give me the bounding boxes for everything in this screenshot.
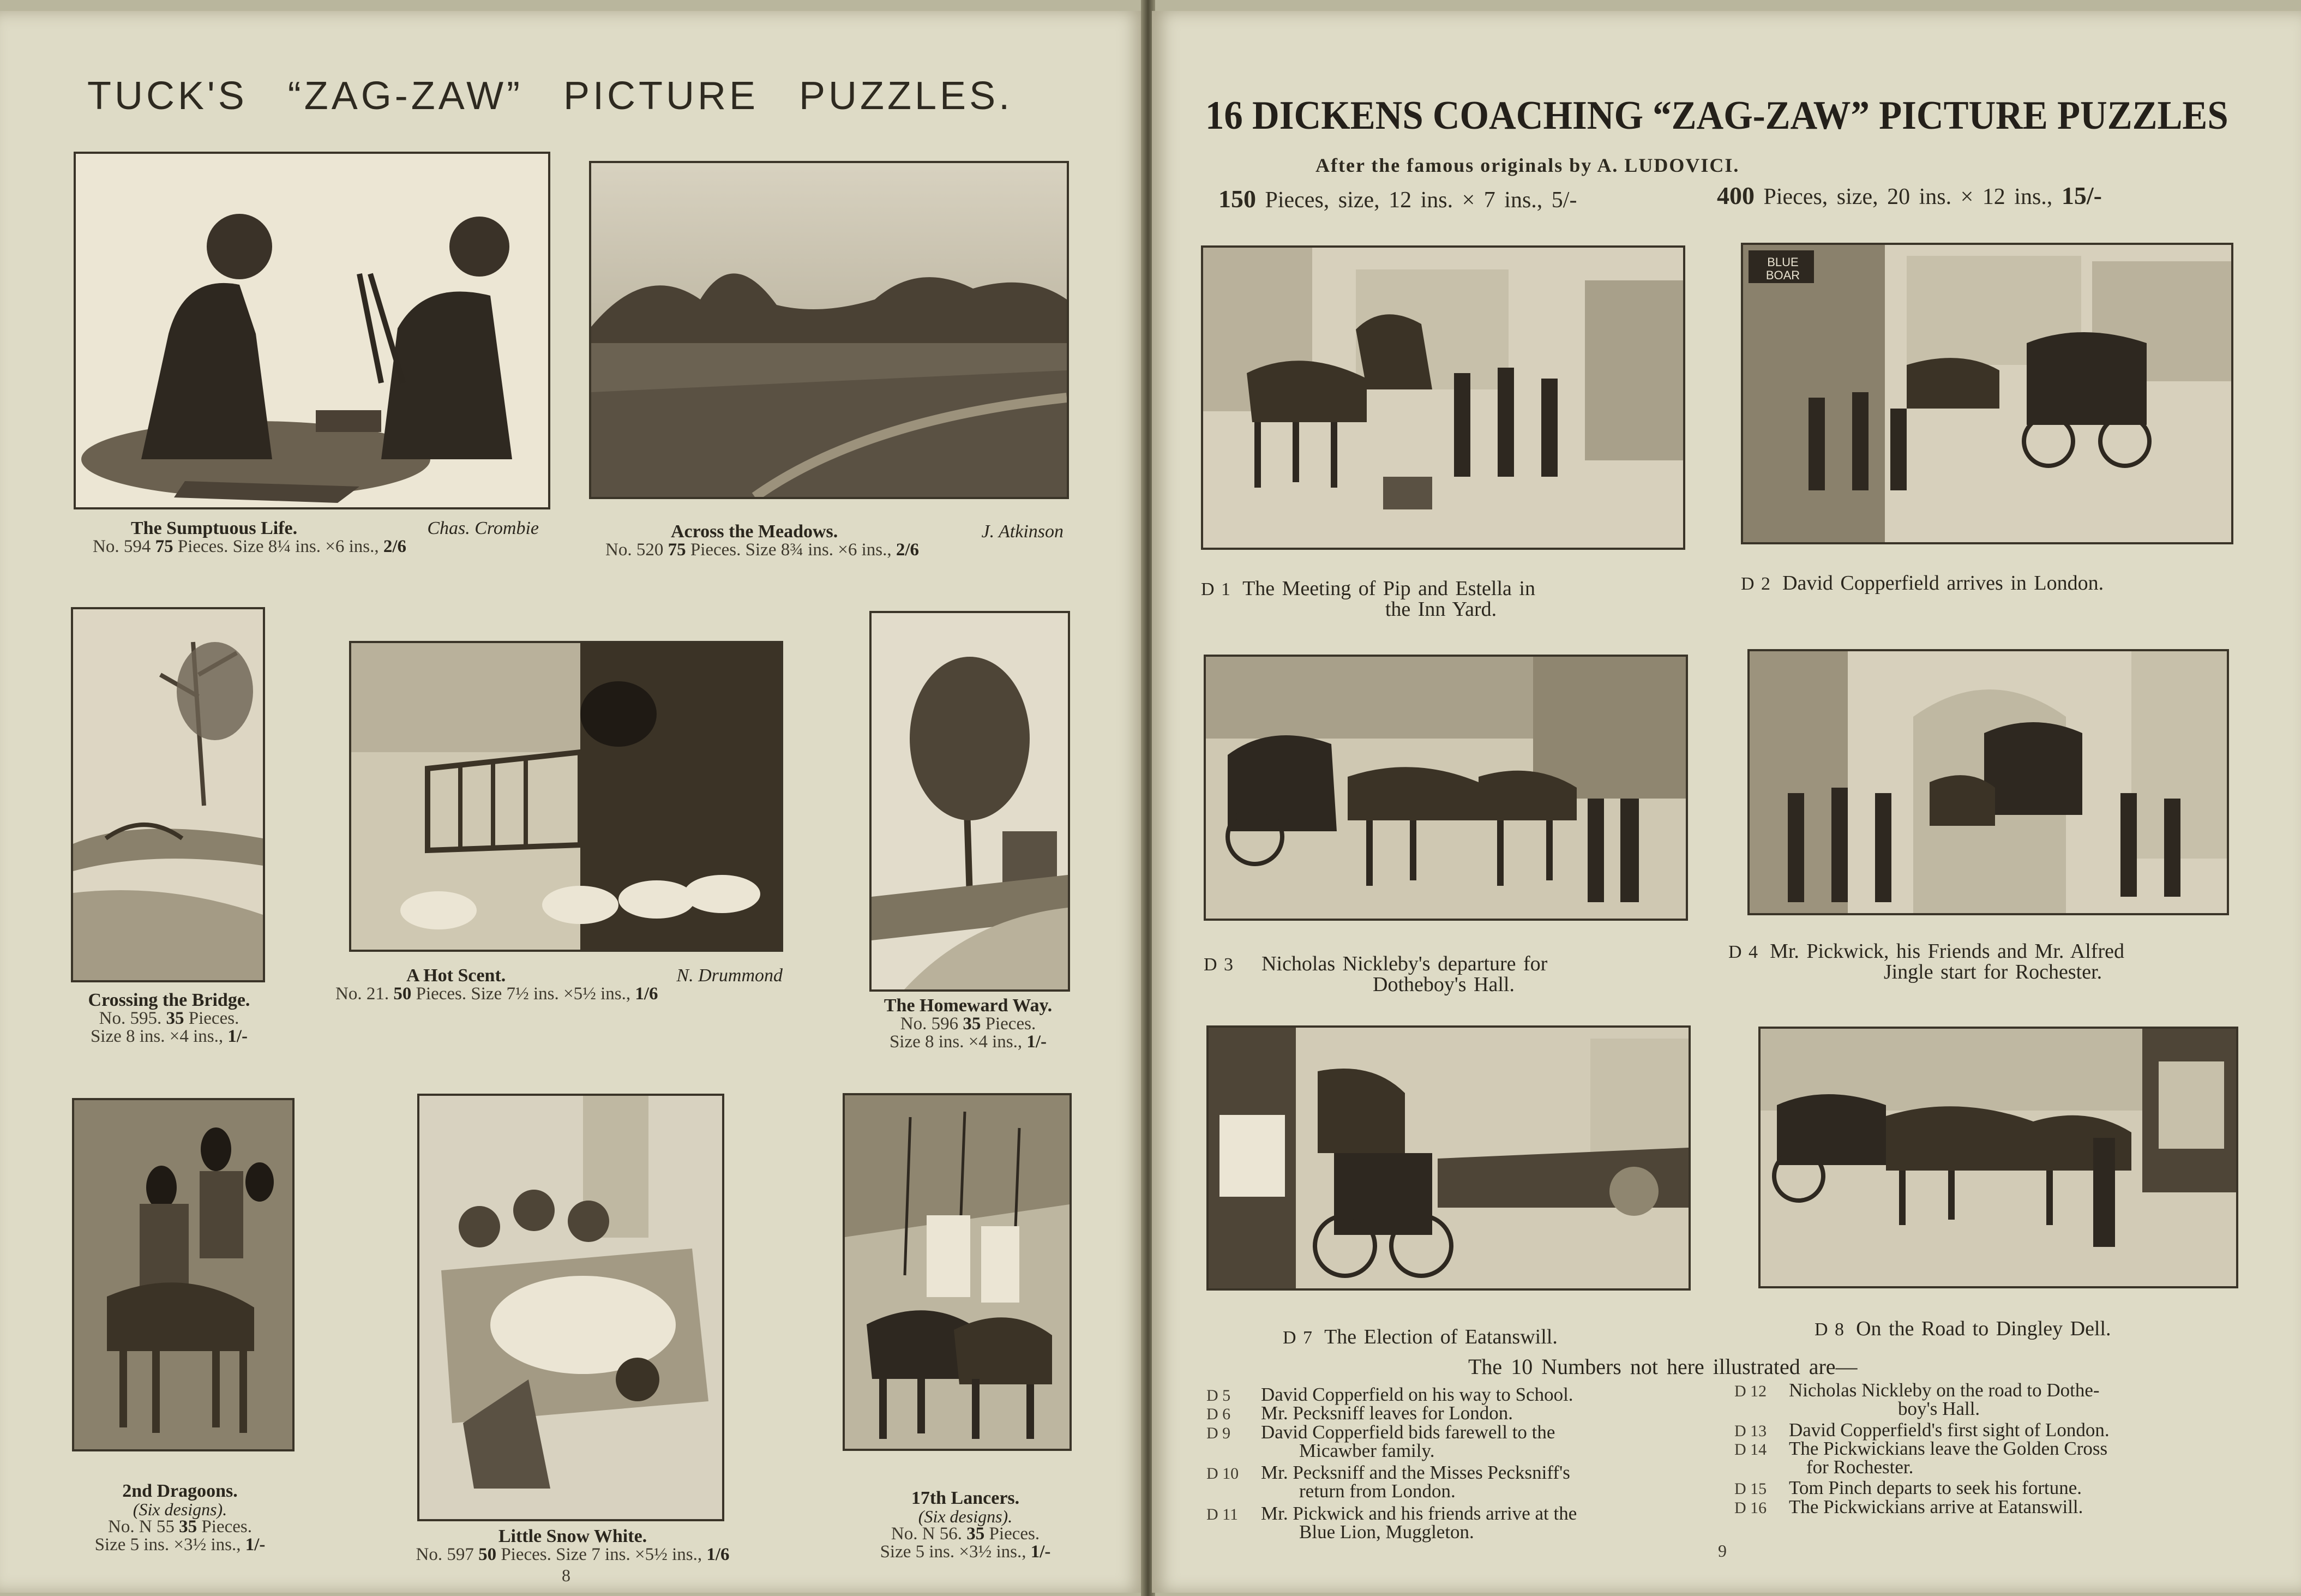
list-item-text: Mr. Pecksniff and the Misses Pecksniff's xyxy=(1261,1462,1570,1484)
puzzle-number: No. 21. xyxy=(335,984,389,1004)
spec-large-price: 15/- xyxy=(2061,182,2102,209)
puzzle-image-d2 xyxy=(1741,243,2233,544)
puzzle-title: The Sumptuous Life. xyxy=(131,518,298,538)
puzzle-title-line2: the Inn Yard. xyxy=(1385,598,1497,621)
puzzle-artist: Chas. Crombie xyxy=(427,518,539,538)
not-illustrated-heading: The 10 Numbers not here illustrated are— xyxy=(1468,1354,1858,1379)
list-item-continuation: Micawber family. xyxy=(1299,1439,1435,1461)
puzzle-title-line1: The Election of Eatanswill. xyxy=(1324,1325,1558,1348)
list-item-code: D 6 xyxy=(1206,1405,1231,1424)
list-item-text: David Copperfield's first sight of London. xyxy=(1789,1419,2110,1441)
list-item xyxy=(1734,1439,2280,1458)
puzzle-size: Size 5 ins. ×3½ ins., xyxy=(880,1542,1026,1562)
puzzle-caption-little-snow-white xyxy=(338,1527,807,1564)
puzzle-caption-across-the-meadows xyxy=(605,523,1085,559)
puzzle-price: 1/6 xyxy=(706,1545,730,1564)
list-item xyxy=(1206,1504,1763,1523)
puzzle-caption-17th-lancers xyxy=(840,1489,1091,1561)
puzzle-title: The Homeward Way. xyxy=(884,995,1053,1016)
puzzle-price: 2/6 xyxy=(383,537,407,556)
spec-large xyxy=(1717,181,2102,210)
right-page-title: 16 DICKENS COACHING “ZAG-ZAW” PICTURE PUZZLES xyxy=(1205,93,2228,138)
puzzle-pieces-label: Pieces. xyxy=(416,984,467,1004)
puzzle-price: 1/6 xyxy=(635,984,658,1004)
spec-large-pieces: 400 xyxy=(1717,182,1755,209)
list-item xyxy=(1734,1479,2280,1497)
puzzle-code: D 4 xyxy=(1728,942,1758,962)
puzzle-title: A Hot Scent. xyxy=(406,965,506,986)
puzzle-pieces-label: Pieces. xyxy=(501,1545,551,1564)
list-item-text: David Copperfield bids farewell to the xyxy=(1261,1421,1555,1443)
list-item-text: The Pickwickians arrive at Eatanswill. xyxy=(1789,1496,2083,1517)
list-item-code: D 10 xyxy=(1206,1465,1239,1483)
puzzle-caption-d3 xyxy=(1204,953,1684,995)
right-page xyxy=(1152,11,2301,1593)
page-number: 9 xyxy=(1718,1541,1727,1561)
spec-small-text: Pieces, size, 12 ins. × 7 ins., 5/- xyxy=(1265,188,1577,213)
puzzle-title: 17th Lancers. xyxy=(911,1488,1020,1508)
puzzle-title-line2: Dotheboy's Hall. xyxy=(1373,973,1515,996)
list-item-code: D 11 xyxy=(1206,1505,1239,1523)
list-item-code: D 12 xyxy=(1734,1382,1767,1400)
puzzle-artist: J. Atkinson xyxy=(981,521,1064,542)
puzzle-size: Size 8¾ ins. ×6 ins., xyxy=(745,540,892,560)
puzzle-size: Size 7½ ins. ×5½ ins., xyxy=(471,984,631,1004)
list-item-text: Tom Pinch departs to seek his fortune. xyxy=(1789,1477,2082,1499)
puzzle-note: (Six designs). xyxy=(133,1499,227,1519)
puzzle-title: 2nd Dragoons. xyxy=(122,1481,238,1501)
list-item-text: The Pickwickians leave the Golden Cross xyxy=(1789,1437,2108,1459)
not-illustrated-list-right xyxy=(1734,1381,2280,1516)
puzzle-pieces-label: Pieces. xyxy=(690,540,741,560)
list-item-text: David Copperfield on his way to School. xyxy=(1261,1384,1573,1405)
puzzle-caption-sumptuous-life xyxy=(93,518,545,556)
puzzle-number: No. N 55 xyxy=(108,1517,175,1537)
puzzle-price: 1/- xyxy=(1026,1032,1047,1052)
puzzle-caption-d8 xyxy=(1815,1318,2196,1339)
list-item xyxy=(1734,1381,2280,1400)
list-item-code: D 13 xyxy=(1734,1421,1767,1440)
puzzle-code: D 7 xyxy=(1283,1328,1313,1348)
puzzle-image-sumptuous-life xyxy=(74,152,550,509)
list-item-code: D 9 xyxy=(1206,1424,1231,1442)
puzzle-price: 1/- xyxy=(1030,1542,1051,1562)
list-item-continuation: boy's Hall. xyxy=(1898,1398,1980,1420)
puzzle-number: No. 595. xyxy=(99,1009,162,1028)
puzzle-pieces: 35 xyxy=(963,1014,981,1034)
puzzle-number: No. 596 xyxy=(900,1014,959,1034)
puzzle-pieces-label: Pieces. xyxy=(201,1517,252,1537)
puzzle-pieces: 35 xyxy=(179,1517,197,1537)
puzzle-code: D 3 xyxy=(1204,955,1234,975)
puzzle-pieces-label: Pieces. xyxy=(177,537,229,556)
list-item-code: D 15 xyxy=(1734,1480,1767,1498)
list-item-continuation: return from London. xyxy=(1299,1480,1456,1502)
puzzle-number: No. 594 xyxy=(93,537,151,556)
list-item-code: D 16 xyxy=(1734,1498,1767,1517)
puzzle-image-a-hot-scent xyxy=(349,641,783,952)
puzzle-image-little-snow-white xyxy=(417,1094,724,1521)
puzzle-title-line2: Jingle start for Rochester. xyxy=(1883,961,2102,983)
list-item xyxy=(1734,1421,2280,1439)
puzzle-title: Across the Meadows. xyxy=(671,521,838,542)
spec-small xyxy=(1218,184,1577,213)
puzzle-size: Size 8 ins. ×4 ins., xyxy=(90,1027,224,1046)
not-illustrated-list-left xyxy=(1206,1385,1763,1541)
puzzle-image-d7 xyxy=(1206,1025,1691,1291)
puzzle-title-line1: Mr. Pickwick, his Friends and Mr. Alfred xyxy=(1770,940,2124,963)
puzzle-pieces: 35 xyxy=(166,1009,184,1028)
puzzle-price: 2/6 xyxy=(896,540,920,560)
list-item-continuation: for Rochester. xyxy=(1806,1456,1914,1478)
list-item xyxy=(1206,1463,1763,1482)
puzzle-code: D 1 xyxy=(1201,579,1231,599)
list-item xyxy=(1734,1498,2280,1516)
puzzle-note: (Six designs). xyxy=(918,1507,1013,1526)
list-item-continuation: Blue Lion, Muggleton. xyxy=(1299,1521,1474,1543)
puzzle-caption-d7 xyxy=(1283,1327,1610,1347)
puzzle-number: No. 597 xyxy=(416,1545,474,1564)
puzzle-caption-2nd-dragoons xyxy=(65,1482,295,1554)
puzzle-caption-crossing-the-bridge xyxy=(60,991,278,1046)
puzzle-size: Size 5 ins. ×3½ ins., xyxy=(94,1535,241,1555)
puzzle-price: 1/- xyxy=(227,1027,248,1046)
puzzle-code: D 2 xyxy=(1741,574,1771,594)
list-item-text: Mr. Pecksniff leaves for London. xyxy=(1261,1402,1513,1424)
puzzle-image-d3 xyxy=(1204,655,1688,921)
puzzle-title-line1: On the Road to Dingley Dell. xyxy=(1856,1317,2111,1340)
list-item xyxy=(1206,1404,1763,1423)
puzzle-size: Size 8¼ ins. ×6 ins., xyxy=(232,537,379,556)
puzzle-caption-the-homeward-way xyxy=(837,997,1099,1051)
left-page-title: TUCK'S “ZAG-ZAW” PICTURE PUZZLES. xyxy=(87,74,1013,118)
page-number: 8 xyxy=(562,1565,570,1585)
puzzle-title-line1: David Copperfield arrives in London. xyxy=(1782,572,2104,595)
puzzle-pieces: 50 xyxy=(478,1545,497,1564)
left-page xyxy=(0,11,1144,1593)
puzzle-title-line1: The Meeting of Pip and Estella in xyxy=(1242,577,1535,600)
puzzle-title-line1: Nicholas Nickleby's departure for xyxy=(1261,952,1548,975)
list-item-text: Mr. Pickwick and his friends arrive at the xyxy=(1261,1502,1577,1524)
puzzle-image-crossing-the-bridge xyxy=(71,607,265,982)
puzzle-pieces: 75 xyxy=(668,540,686,560)
puzzle-pieces: 75 xyxy=(155,537,173,556)
list-item xyxy=(1206,1385,1763,1404)
puzzle-number: No. 520 xyxy=(605,540,664,560)
blue-boar-sign: BLUE BOAR xyxy=(1765,255,1800,283)
puzzle-size: Size 7 ins. ×5½ ins., xyxy=(556,1545,702,1564)
right-page-subtitle: After the famous originals by A. LUDOVICI. xyxy=(1315,154,1740,176)
puzzle-number: No. N 56. xyxy=(891,1524,963,1544)
list-item xyxy=(1206,1423,1763,1442)
puzzle-image-d1 xyxy=(1201,245,1685,550)
puzzle-pieces-label: Pieces. xyxy=(188,1009,239,1028)
puzzle-title: Little Snow White. xyxy=(498,1526,647,1546)
list-item-text: Nicholas Nickleby on the road to Dothe- xyxy=(1789,1379,2100,1401)
puzzle-code: D 8 xyxy=(1815,1319,1845,1340)
puzzle-price: 1/- xyxy=(245,1535,266,1555)
puzzle-pieces: 50 xyxy=(393,984,412,1004)
puzzle-pieces-label: Pieces. xyxy=(989,1524,1040,1544)
puzzle-title: Crossing the Bridge. xyxy=(88,990,250,1010)
puzzle-image-across-the-meadows xyxy=(589,161,1069,499)
puzzle-image-the-homeward-way xyxy=(869,611,1070,992)
puzzle-caption-a-hot-scent xyxy=(335,967,794,1003)
puzzle-pieces-label: Pieces. xyxy=(985,1014,1036,1034)
list-item-code: D 5 xyxy=(1206,1387,1231,1405)
puzzle-pieces: 35 xyxy=(966,1524,985,1544)
puzzle-caption-d2 xyxy=(1741,573,2232,593)
puzzle-artist: N. Drummond xyxy=(676,965,783,986)
puzzle-image-d8 xyxy=(1758,1027,2238,1288)
puzzle-caption-d4 xyxy=(1728,941,2241,982)
spec-small-pieces: 150 xyxy=(1218,185,1256,213)
puzzle-image-2nd-dragoons xyxy=(72,1098,295,1451)
puzzle-image-17th-lancers xyxy=(843,1093,1072,1451)
puzzle-image-d4 xyxy=(1747,649,2229,915)
puzzle-caption-d1 xyxy=(1201,578,1681,620)
list-item-code: D 14 xyxy=(1734,1440,1767,1459)
spec-large-text: Pieces, size, 20 ins. × 12 ins., xyxy=(1763,184,2053,209)
puzzle-size: Size 8 ins. ×4 ins., xyxy=(889,1032,1023,1052)
